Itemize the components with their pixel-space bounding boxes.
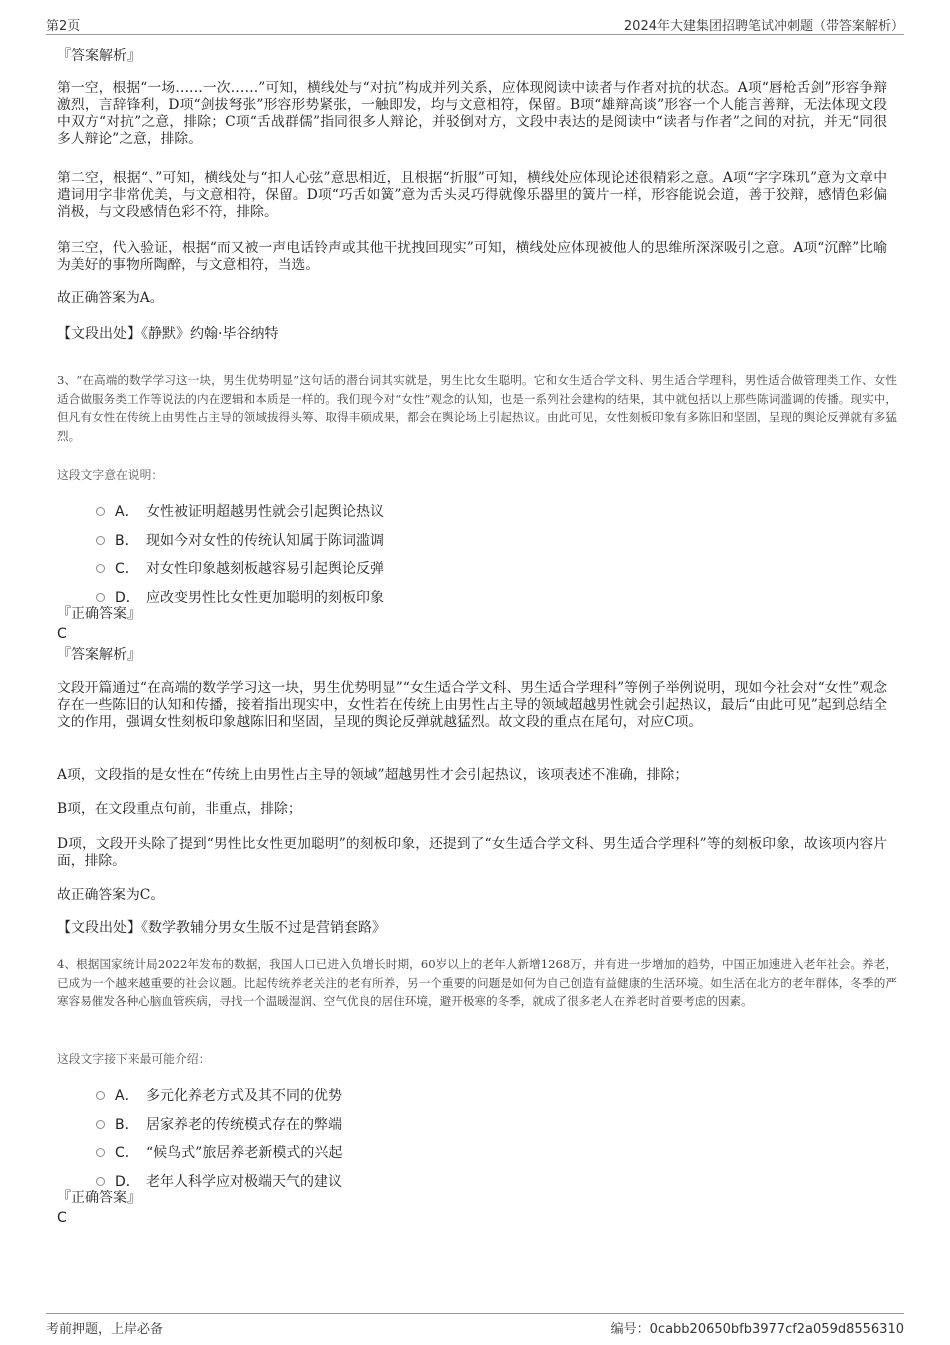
q4-correct-label: 『正确答案』 — [57, 1190, 141, 1206]
q4-prompt: 这段文字接下来最可能介绍： — [57, 1052, 211, 1066]
q3-prompt: 这段文字意在说明： — [57, 468, 164, 482]
q3-analysis-paragraph-1: 文段开篇通过“在高端的数学学习这一块，男生优势明显”“女生适合学文科、男生适合学理科”等例子举例说明，现如今社会对“女性”观念存在一些陈旧的认知和传播，接着指出现实中，女性若在传统上由男性占主导的领域超越男性就会引起热议，最后“由此可见”起到总结全文的作用，强调女性刻板印象越陈旧和坚固，呈现的舆论反弹就越猛烈。故文段的重点在尾句，对应C项。 — [57, 680, 887, 730]
option-text: 女性被证明超越男性就会引起舆论热议 — [146, 504, 384, 520]
option-letter: C． — [115, 1145, 139, 1162]
option-text: 居家养老的传统模式存在的弊端 — [146, 1116, 342, 1133]
option-text: 多元化养老方式及其不同的优势 — [146, 1088, 342, 1104]
page-header — [46, 12, 904, 35]
q3-source: 【文段出处】《数学教辅分男女生版不过是营销套路》 — [57, 920, 386, 936]
q3-analysis-paragraph-4: D项，文段开头除了提到“男性比女性更加聪明”的刻板印象，还提到了“女生适合学文科、男生适合学理科”等的刻板印象，故该项内容片面，排除。 — [57, 836, 887, 869]
option-text: 应改变男性比女性更加聪明的刻板印象 — [146, 590, 384, 607]
option-text: “候鸟式”旅居养老新模式的兴起 — [146, 1145, 343, 1162]
page-number: 第2页 — [46, 19, 81, 34]
q4-option-c[interactable] — [96, 1142, 596, 1171]
q3-conclusion: 故正确答案为C。 — [57, 887, 165, 903]
q3-correct-answer: C — [57, 626, 67, 642]
q4-correct-answer: C — [57, 1210, 67, 1226]
radio-button[interactable] — [96, 564, 105, 573]
q4-options — [96, 1085, 596, 1200]
q3-correct-label: 『正确答案』 — [57, 606, 141, 622]
q3-option-c[interactable] — [96, 558, 596, 587]
q4-option-a[interactable] — [96, 1085, 596, 1114]
q3-analysis-label: 『答案解析』 — [57, 647, 141, 663]
option-letter: D． — [115, 1174, 140, 1191]
q3-analysis-paragraph-3: B项，在文段重点句前，非重点，排除； — [57, 801, 302, 817]
option-text: 老年人科学应对极端天气的建议 — [146, 1174, 342, 1191]
q3-option-b[interactable] — [96, 530, 596, 559]
q2-analysis-label: 『答案解析』 — [57, 48, 141, 64]
q3-option-a[interactable] — [96, 501, 596, 530]
option-text: 现如今对女性的传统认知属于陈词滥调 — [146, 532, 384, 549]
option-letter: B． — [115, 1116, 139, 1133]
radio-button[interactable] — [96, 507, 105, 516]
q2-source: 【文段出处】《静默》约翰·毕谷纳特 — [57, 326, 279, 342]
q3-analysis-paragraph-2: A项，文段指的是女性在“传统上由男性占主导的领域”超越男性才会引起热议，该项表述不准确，排除； — [57, 767, 689, 783]
option-letter: B． — [115, 532, 139, 549]
radio-button[interactable] — [96, 1091, 105, 1100]
option-text: 对女性印象越刻板越容易引起舆论反弹 — [146, 561, 384, 578]
option-letter: C． — [115, 561, 139, 578]
radio-button[interactable] — [96, 1177, 105, 1186]
radio-button[interactable] — [96, 536, 105, 545]
document-code: 编号：0cabb20650bfb3977cf2a059d8556310 — [610, 1322, 904, 1337]
radio-button[interactable] — [96, 593, 105, 602]
document-title: 2024年大建集团招聘笔试冲刺题（带答案解析） — [623, 19, 904, 34]
q2-analysis-paragraph-2: 第二空，根据“、”可知，横线处与“扣人心弦”意思相近，且根据“折服”可知，横线处应体现论述很精彩之意。A项“字字珠玑”意为文章中遣词用字非常优美，与文意相符，保留。D项“巧舌如簧”意为舌头灵巧得就像乐器里的簧片一样，形容能说会道，善于狡辩，感情色彩偏消极，与文段感情色彩不符，排除。 — [57, 170, 887, 220]
option-letter: D． — [115, 590, 140, 607]
radio-button[interactable] — [96, 1120, 105, 1129]
q2-analysis-paragraph-3: 第三空，代入验证，根据“而又被一声电话铃声或其他干扰拽回现实”可知，横线处应体现被他人的思维所深深吸引之意。A项“沉醉”比喻为美好的事物所陶醉，与文意相符，当选。 — [57, 240, 887, 273]
radio-button[interactable] — [96, 1148, 105, 1157]
page-footer — [46, 1313, 904, 1337]
q2-analysis-paragraph-1: 第一空，根据“一场……一次……”可知，横线处与“对抗”构成并列关系，应体现阅读中读者与作者对抗的状态。A项“唇枪舌剑”形容争辩激烈，言辞锋利，D项“剑拔弩张”形容形势紧张，一触即发，均与文意相符，保留。B项“雄辩高谈”形容一个人能言善辩，无法体现文段中双方“对抗”之意，排除；C项“舌战群儒”指同很多人辩论，并驳倒对方，文段中表达的是阅读中“读者与作者”之间的对抗，并无“同很多人辩论”之意，排除。 — [57, 80, 887, 147]
q3-question-text: 3、“在高端的数学学习这一块，男生优势明显”这句话的潜台词其实就是，男生比女生聪明。它和女生适合学文科、男生适合学理科，男性适合做管理类工作、女性适合做服务类工作等说法的内在逻辑和本质是一样的。我们现今对“女性”观念的认知，也是一系列社会建构的结果，其中就包括以上那些陈词滥调的传播。现实中，但凡有女性在传统上由男性占主导的领域拔得头筹、取得丰硕成果，都会在舆论场上引起热议。由此可见，女性刻板印象有多陈旧和坚固，呈现的舆论反弹就有多猛烈。 — [57, 373, 897, 443]
q4-option-b[interactable] — [96, 1114, 596, 1143]
q4-question-text: 4、根据国家统计局2022年发布的数据，我国人口已进入负增长时期，60岁以上的老年人新增1268万，并有进一步增加的趋势，中国正加速进入老年社会。养老，已成为一个越来越重要的社会议题。比起传统养老关注的老有所养，另一个重要的问题是如何为自己创造有益健康的生活环境。如生活在北方的老年群体，冬季的严寒容易催发各种心脑血管疾病，寻找一个温暖湿润、空气优良的居住环境，避开极寒的冬季，就成了很多老人在养老时首要考虑的因素。 — [57, 957, 897, 1008]
q3-options — [96, 501, 596, 616]
option-letter: A． — [115, 1088, 139, 1104]
option-letter: A． — [115, 504, 139, 520]
footer-note: 考前押题，上岸必备 — [46, 1322, 164, 1337]
q2-conclusion: 故正确答案为A。 — [57, 290, 164, 306]
